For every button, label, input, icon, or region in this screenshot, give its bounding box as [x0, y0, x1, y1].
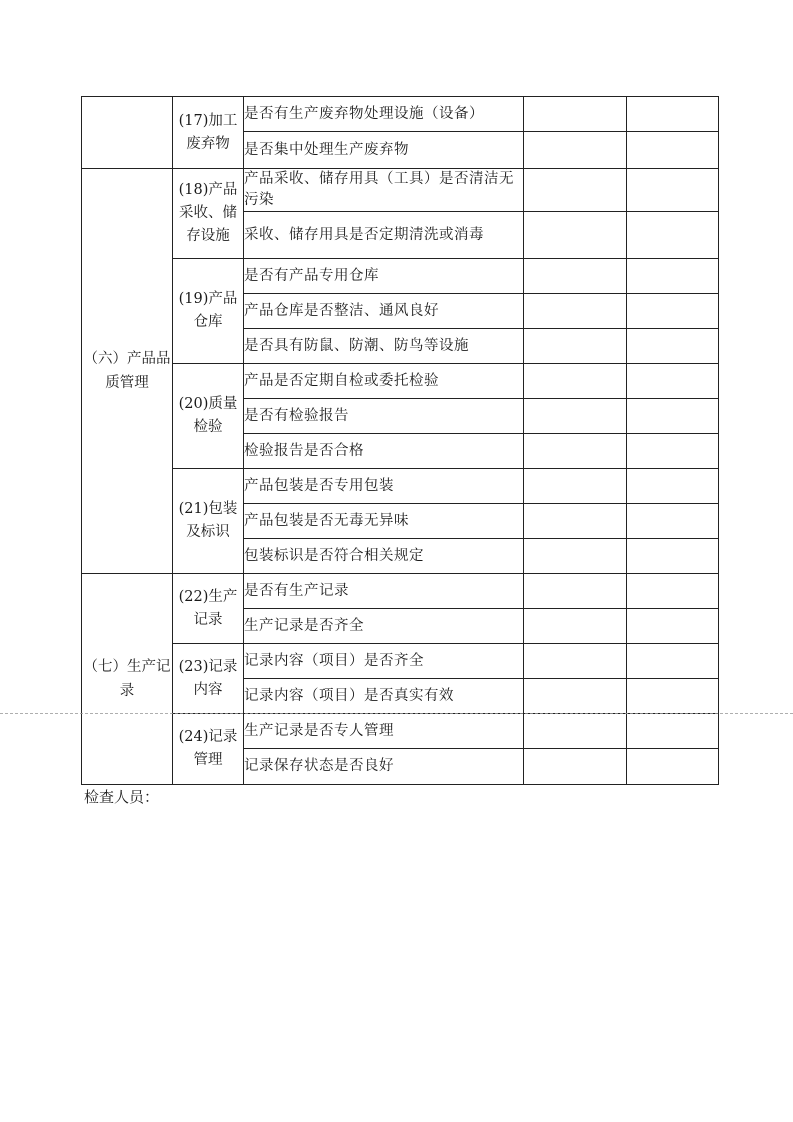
remark-cell[interactable] [627, 364, 719, 399]
remark-cell[interactable] [627, 259, 719, 294]
remark-cell[interactable] [627, 329, 719, 364]
check-item: 是否具有防鼠、防潮、防鸟等设施 [244, 329, 524, 364]
category-cell [82, 97, 173, 169]
check-item: 产品是否定期自检或委托检验 [244, 364, 524, 399]
result-cell[interactable] [524, 294, 627, 329]
remark-cell[interactable] [627, 574, 719, 609]
remark-cell[interactable] [627, 644, 719, 679]
remark-cell[interactable] [627, 749, 719, 785]
table-row [82, 97, 719, 132]
check-item: 是否有生产记录 [244, 574, 524, 609]
result-cell[interactable] [524, 169, 627, 212]
result-cell[interactable] [524, 399, 627, 434]
result-cell[interactable] [524, 679, 627, 714]
check-item: 是否有检验报告 [244, 399, 524, 434]
check-item: 生产记录是否齐全 [244, 609, 524, 644]
check-item: 记录内容（项目）是否真实有效 [244, 679, 524, 714]
check-item: 检验报告是否合格 [244, 434, 524, 469]
result-cell[interactable] [524, 749, 627, 785]
inspector-label: 检查人员： [84, 788, 160, 806]
check-item: 采收、储存用具是否定期清洗或消毒 [244, 212, 524, 259]
remark-cell[interactable] [627, 212, 719, 259]
remark-cell[interactable] [627, 132, 719, 169]
remark-cell[interactable] [627, 469, 719, 504]
subcategory-cell: (24)记录管理 [173, 714, 244, 785]
remark-cell[interactable] [627, 679, 719, 714]
remark-cell[interactable] [627, 504, 719, 539]
category-cell: （六）产品品质管理 [82, 169, 173, 574]
table-row [82, 169, 719, 212]
check-item: 记录保存状态是否良好 [244, 749, 524, 785]
check-item: 包装标识是否符合相关规定 [244, 539, 524, 574]
remark-cell[interactable] [627, 97, 719, 132]
result-cell[interactable] [524, 329, 627, 364]
subcategory-cell: (19)产品仓库 [173, 259, 244, 364]
check-item: 产品仓库是否整洁、通风良好 [244, 294, 524, 329]
remark-cell[interactable] [627, 169, 719, 212]
table-row [82, 714, 719, 749]
check-item: 产品包装是否无毒无异味 [244, 504, 524, 539]
result-cell[interactable] [524, 714, 627, 749]
remark-cell[interactable] [627, 539, 719, 574]
check-item: 是否有生产废弃物处理设施（设备） [244, 97, 524, 132]
table-row [82, 644, 719, 679]
subcategory-cell: (17)加工废弃物 [173, 97, 244, 169]
result-cell[interactable] [524, 97, 627, 132]
result-cell[interactable] [524, 644, 627, 679]
result-cell[interactable] [524, 609, 627, 644]
result-cell[interactable] [524, 364, 627, 399]
remark-cell[interactable] [627, 434, 719, 469]
result-cell[interactable] [524, 574, 627, 609]
check-item: 产品采收、储存用具（工具）是否清洁无污染 [244, 169, 524, 212]
remark-cell[interactable] [627, 294, 719, 329]
result-cell[interactable] [524, 259, 627, 294]
table-row [82, 574, 719, 609]
result-cell[interactable] [524, 132, 627, 169]
subcategory-cell: (20)质量检验 [173, 364, 244, 469]
remark-cell[interactable] [627, 714, 719, 749]
result-cell[interactable] [524, 469, 627, 504]
result-cell[interactable] [524, 504, 627, 539]
result-cell[interactable] [524, 539, 627, 574]
remark-cell[interactable] [627, 399, 719, 434]
check-item: 产品包装是否专用包装 [244, 469, 524, 504]
result-cell[interactable] [524, 434, 627, 469]
result-cell[interactable] [524, 212, 627, 259]
check-item: 是否集中处理生产废弃物 [244, 132, 524, 169]
check-item: 记录内容（项目）是否齐全 [244, 644, 524, 679]
table-row [82, 364, 719, 399]
category-cell: （七）生产记录 [82, 574, 173, 785]
check-item: 生产记录是否专人管理 [244, 714, 524, 749]
scan-artifact-line [0, 713, 793, 714]
subcategory-cell: (21)包装及标识 [173, 469, 244, 574]
subcategory-cell: (23)记录内容 [173, 644, 244, 714]
remark-cell[interactable] [627, 609, 719, 644]
check-item: 是否有产品专用仓库 [244, 259, 524, 294]
subcategory-cell: (22)生产记录 [173, 574, 244, 644]
table-row [82, 259, 719, 294]
subcategory-cell: (18)产品采收、储存设施 [173, 169, 244, 259]
table-row [82, 469, 719, 504]
inspection-table [81, 96, 719, 785]
